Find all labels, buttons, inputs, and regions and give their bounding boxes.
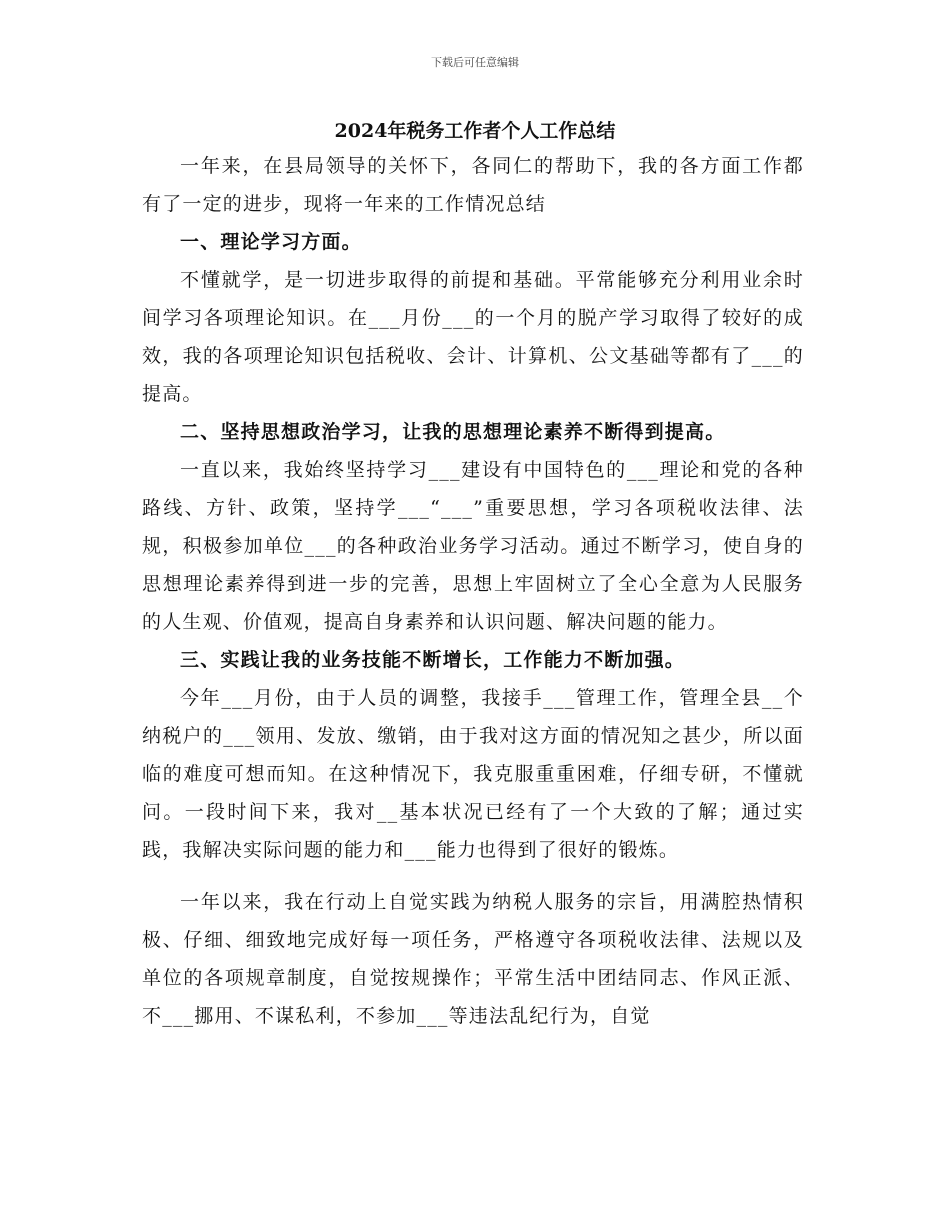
document-title: 2024年税务工作者个人工作总结 [334,120,616,142]
section-1-heading: 一、理论学习方面。 [180,231,362,253]
intro-paragraph: 一年来，在县局领导的关怀下，各同仁的帮助下，我的各方面工作都有了一定的进步，现将一年来的工作情况总结 [142,155,804,215]
document-body [142,147,804,1035]
page-header: 下载后可任意编辑 [431,56,519,69]
section-4-paragraph: 一年以来，我在行动上自觉实践为纳税人服务的宗旨，用满腔热情积极、仔细、细致地完成好每一项任务，严格遵守各项税收法律、法规以及单位的各项规章制度，自觉按规操作；平常生活中团结同志、作风正派、不___挪用、不谋私利，不参加___等违法乱纪行为，自觉 [142,891,804,1027]
section-3-heading: 三、实践让我的业务技能不断增长，工作能力不断加强。 [180,649,686,671]
section-2-paragraph: 一直以来，我始终坚持学习___建设有中国特色的___理论和党的各种路线、方针、政策，坚持学___“___”重要思想，学习各项税收法律、法规，积极参加单位___的各种政治业务学习活动。通过不断学习，使自身的思想理论素养得到进一步的完善，思想上牢固树立了全心全意为人民服务的人生观、价值观，提高自身素养和认识问题、解决问题的能力。 [142,459,804,633]
section-3-paragraph: 今年___月份，由于人员的调整，我接手___管理工作，管理全县__个纳税户的___领用、发放、缴销，由于我对这方面的情况知之甚少，所以面临的难度可想而知。在这种情况下，我克服重重困难，仔细专研，不懂就问。一段时间下来，我对__基本状况已经有了一个大致的了解；通过实践，我解决实际问题的能力和___能力也得到了很好的锻炼。 [142,687,804,861]
section-1-paragraph: 不懂就学，是一切进步取得的前提和基础。平常能够充分利用业余时间学习各项理论知识。在___月份___的一个月的脱产学习取得了较好的成效，我的各项理论知识包括税收、会计、计算机、公文基础等都有了___的提高。 [142,269,804,405]
section-2-heading: 二、坚持思想政治学习，让我的思想理论素养不断得到提高。 [180,421,726,443]
